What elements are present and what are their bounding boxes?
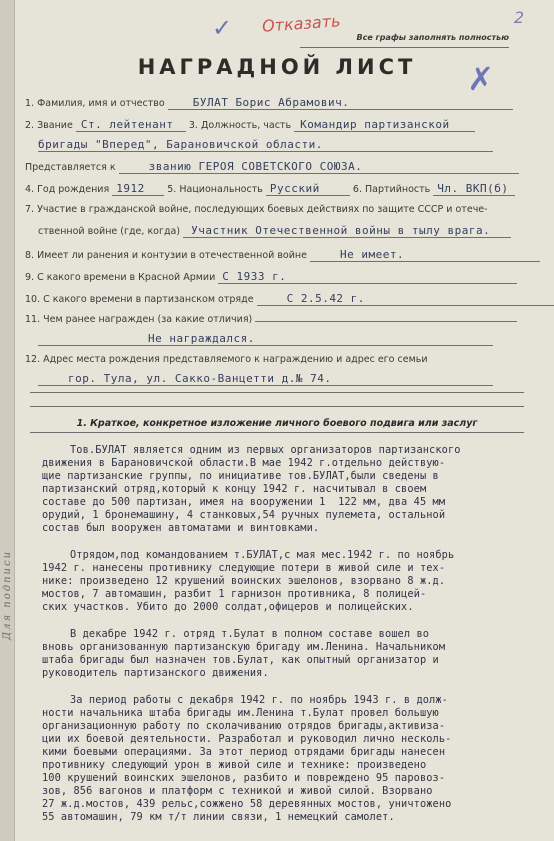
narrative-line: штаба бригады был назначен тов.Булат, как опытный организатор и xyxy=(42,654,439,666)
narrative-line: 1942 г. нанесены противнику следующие потери в живой силе и тех- xyxy=(42,562,446,574)
narrative-paragraph xyxy=(42,694,542,824)
field-label: ственной войне (где, когда) xyxy=(38,226,181,237)
narrative-line: Отрядом,под командованием т.БУЛАТ,с мая мес.1942 г. по ноябрь xyxy=(70,549,455,561)
narrative-line: вновь организованную партизанскую бригаду им.Ленина. Начальником xyxy=(42,641,446,653)
field-value: Командир партизанской xyxy=(294,118,475,132)
field-nominated-for xyxy=(25,160,519,174)
note-underline xyxy=(300,47,509,48)
fill-all-fields-note: Все графы заполнять полностью xyxy=(356,33,509,42)
narrative-line: 100 крушений воинских эшелонов, разбито и повреждено 95 паровоз- xyxy=(42,772,446,784)
field-position-cont xyxy=(38,138,493,152)
field-label: 11. Чем ранее награжден (за какие отличия) xyxy=(25,314,253,325)
field-birth-nationality-party xyxy=(25,182,515,196)
field-label: 12. Адрес места рождения представляемого к награждению и адрес его семьи xyxy=(25,354,428,365)
field-partisan-since xyxy=(25,292,554,306)
field-previous-awards xyxy=(25,314,517,325)
narrative-line: противнику следующий урон в живой силе и технике: произведено xyxy=(42,759,427,771)
field-previous-awards-cont xyxy=(38,332,493,346)
narrative-line: зов, 856 вагонов и платформ с техникой и живой силой. Взорвано xyxy=(42,785,433,797)
field-label: 6. Партийность xyxy=(352,184,431,195)
narrative-line: партизанский отряд,который к концу 1942 г. насчитывал в своем xyxy=(42,483,427,495)
narrative-line: ции их боевой деятельности. Разработал и руководил лично несколь- xyxy=(42,733,452,745)
field-value: С 2.5.42 г. xyxy=(257,292,554,306)
narrative-line: мостов, 7 автомашин, разбит 1 гарнизон противника, 8 полицей- xyxy=(42,588,427,600)
narrative-line: составе до 500 партизан, имея на вооружении 1 122 мм, два 45 мм xyxy=(42,496,446,508)
field-label: 5. Национальность xyxy=(167,184,263,195)
page-number: 2 xyxy=(513,8,524,27)
field-address-cont xyxy=(38,372,493,386)
narrative-line: ности начальника штаба бригады им.Ленина т.Булат провел большую xyxy=(42,707,439,719)
narrative-paragraph xyxy=(42,549,542,614)
narrative-paragraph xyxy=(42,444,542,535)
field-name xyxy=(25,96,513,110)
field-value: Не имеет. xyxy=(310,248,540,262)
field-label: 9. С какого времени в Красной Армии xyxy=(25,272,216,283)
field-line xyxy=(255,321,517,322)
separator-line xyxy=(30,406,524,407)
section-title: 1. Краткое, конкретное изложение личного боевого подвига или заслуг xyxy=(76,418,478,429)
narrative-line: нике: произведено 12 крушений воинских эшелонов, взорвано 8 ж.д. xyxy=(42,575,446,587)
field-label: 3. Должность, часть xyxy=(188,120,292,131)
field-value: Не награждался. xyxy=(38,332,493,346)
field-label: 10. С какого времени в партизанском отряде xyxy=(25,294,254,305)
field-value: Русский xyxy=(266,182,350,196)
field-value: Ст. лейтенант xyxy=(76,118,186,132)
narrative-line: движения в Барановичской области.В мае 1942 г.отдельно действую- xyxy=(42,457,446,469)
field-war-participation-cont xyxy=(38,224,511,238)
field-address xyxy=(25,354,428,365)
handwritten-resolution: Отказать xyxy=(261,11,342,36)
field-value: Чл. ВКП(б) xyxy=(433,182,515,196)
field-value: БУЛАТ Борис Абрамович. xyxy=(168,96,513,110)
field-label: Представляется к xyxy=(25,162,116,173)
field-war-participation xyxy=(25,204,488,215)
field-label: 2. Звание xyxy=(25,120,73,131)
narrative-line: состав был вооружен автоматами и винтовками. xyxy=(42,522,320,534)
narrative-line: 55 автомашин, 79 км т/т линии связи, 1 немецкий самолет. xyxy=(42,811,395,823)
field-value: 1912 xyxy=(112,182,164,196)
field-wounds xyxy=(25,248,540,262)
margin-vertical-text: Для подписи xyxy=(2,549,13,640)
narrative-line: 27 ж.д.мостов, 439 рельс,сожжено 58 деревянных мостов, уничтожено xyxy=(42,798,452,810)
narrative-line: орудий, 1 бронемашину, 4 станковых,54 ручных пулемета, остальной xyxy=(42,509,446,521)
field-value: званию ГЕРОЯ СОВЕТСКОГО СОЮЗА. xyxy=(119,160,519,174)
narrative-paragraph xyxy=(42,628,542,680)
narrative-line: организационную работу по сколачиванию отрядов бригады,активиза- xyxy=(42,720,446,732)
narrative-line: кими боевыми операциями. За этот период отрядами бригады нанесен xyxy=(42,746,446,758)
field-value: гор. Тула, ул. Сакко-Ванцетти д.№ 74. xyxy=(38,372,493,386)
field-value: С 1933 г. xyxy=(218,270,517,284)
narrative-line: Тов.БУЛАТ является одним из первых организаторов партизанского xyxy=(70,444,461,456)
field-label: 1. Фамилия, имя и отчество xyxy=(25,98,165,109)
field-value: бригады "Вперед", Барановичской области. xyxy=(38,138,493,152)
narrative-line: В декабре 1942 г. отряд т.Булат в полном составе вошел во xyxy=(70,628,430,640)
narrative-line: ских участков. Убито до 2000 солдат,офицеров и полицейских. xyxy=(42,601,414,613)
field-label: 4. Год рождения xyxy=(25,184,110,195)
separator-line xyxy=(30,392,524,393)
narrative-line: За период работы с декабря 1942 г. по ноябрь 1943 г. в долж- xyxy=(70,694,448,706)
field-label: 8. Имеет ли ранения и контузии в отечественной войне xyxy=(25,250,307,261)
document-title: НАГРАДНОЙ ЛИСТ xyxy=(137,55,417,79)
field-label: 7. Участие в гражданской войне, последующих боевых действиях по защите СССР и отече- xyxy=(25,204,488,215)
narrative-line: щие партизанские группы, по инициативе тов.БУЛАТ,были сведены в xyxy=(42,470,439,482)
separator-line xyxy=(30,432,524,433)
checkmark-icon: ✓ xyxy=(212,14,233,42)
field-red-army-since xyxy=(25,270,517,284)
narrative-body xyxy=(42,444,542,824)
field-value: Участник Отечественной войны в тылу врага. xyxy=(183,224,511,238)
narrative-line: руководитель партизанского движения. xyxy=(42,667,269,679)
handwritten-x-mark-icon: ✗ xyxy=(467,60,494,98)
field-rank xyxy=(25,118,475,132)
